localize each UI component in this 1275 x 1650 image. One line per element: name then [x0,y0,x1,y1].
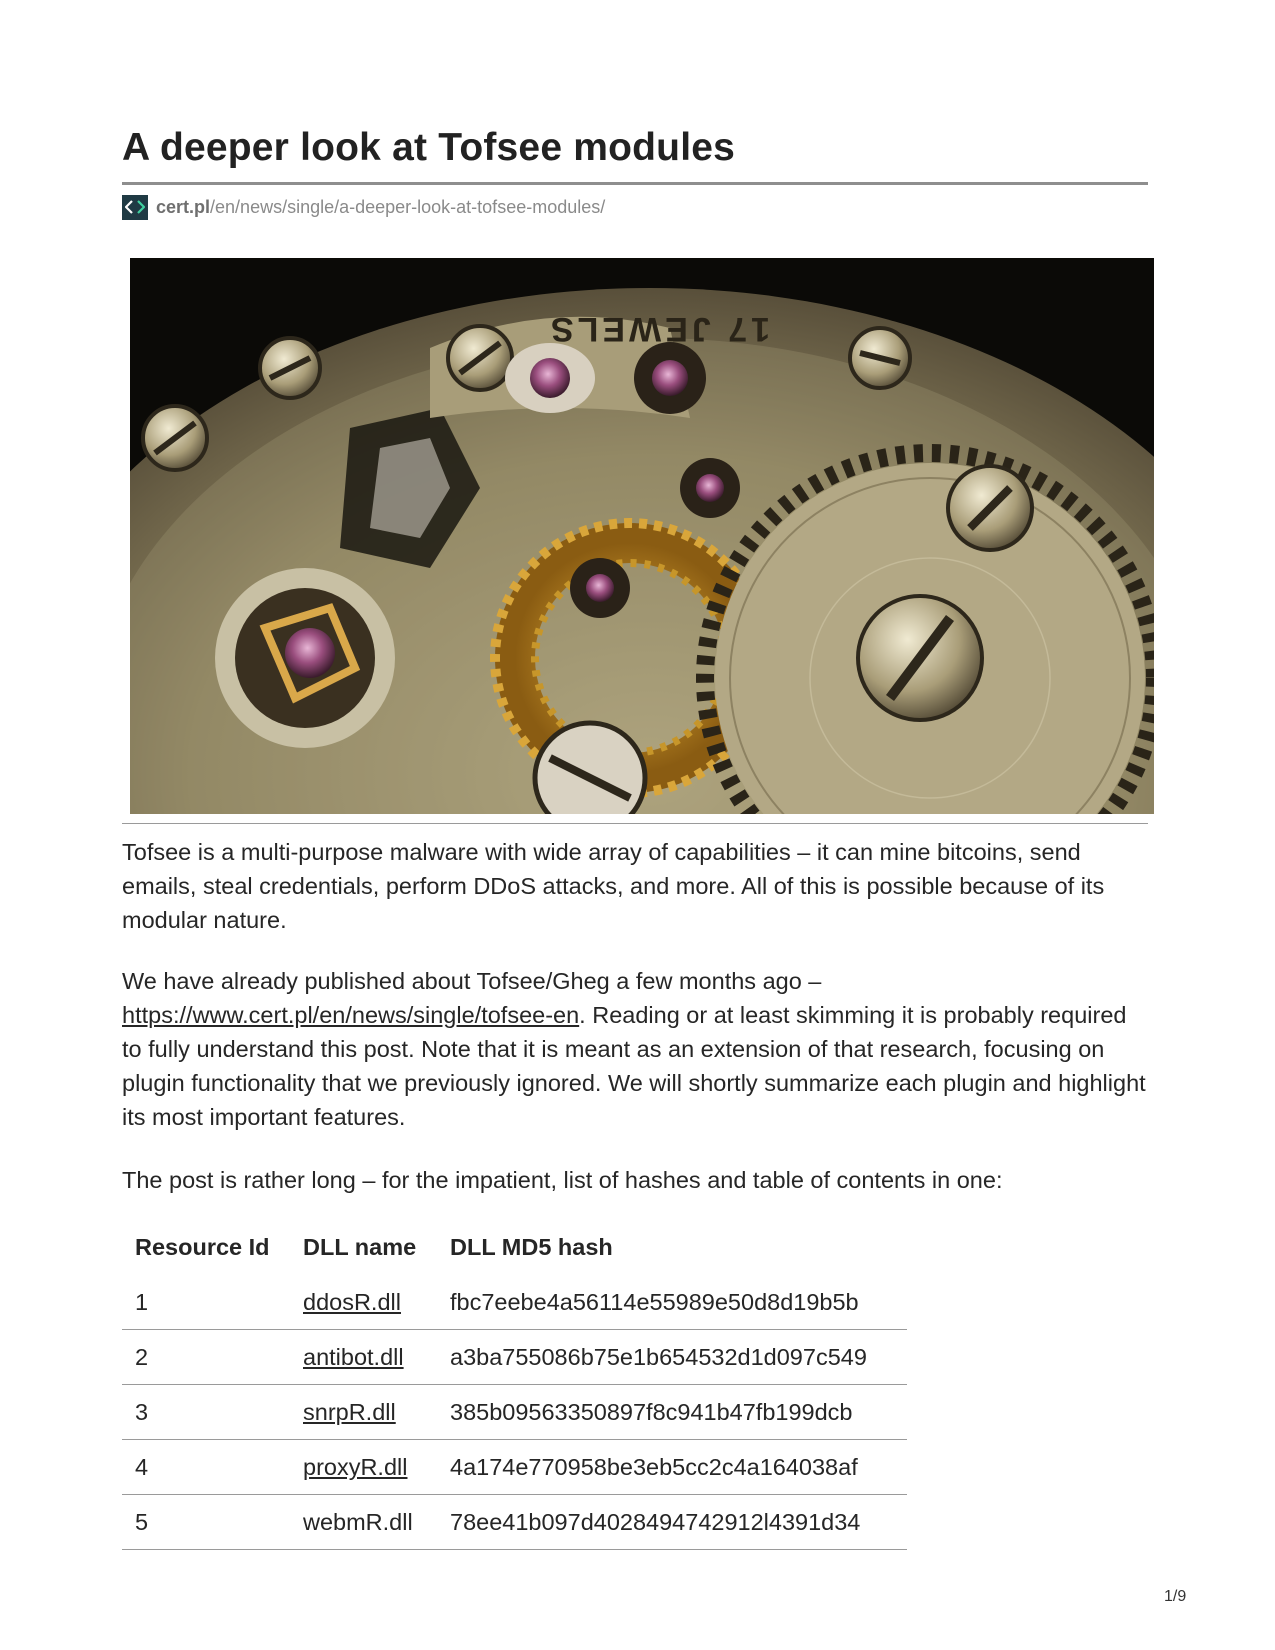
resource-id: 4 [122,1440,290,1495]
dll-link[interactable]: snrpR.dll [303,1398,396,1425]
md5-hash: fbc7eebe4a56114e55989e50d8d19b5b [437,1275,907,1330]
dll-name-cell [290,1440,437,1495]
table-row [122,1275,907,1330]
source-domain: cert.pl [156,196,211,217]
column-header: Resource Id [135,1233,270,1260]
column-header: DLL name [303,1233,417,1260]
dll-link[interactable]: ddosR.dll [303,1288,401,1315]
title-divider [122,182,1148,185]
paragraph-intro: Tofsee is a multi-purpose malware with wide array of capabilities – it can mine bitcoins, send emails, steal credentials, perform DDoS attacks, and more. All of this is possible because of its modular nature. [122,839,1105,933]
source-url[interactable] [122,194,605,220]
dll-link[interactable]: proxyR.dll [303,1453,408,1480]
md5-hash: 385b09563350897f8c941b47fb199dcb [437,1385,907,1440]
tofsee-article-link[interactable]: https://www.cert.pl/en/news/single/tofsee-en [122,1002,580,1028]
hero-engraving: 17 JEWELS [546,310,770,348]
dll-link[interactable]: antibot.dll [303,1343,404,1370]
paragraph-text: We have already published about Tofsee/Gheg a few months ago – [122,968,822,994]
hero-image [130,258,1154,814]
column-header: DLL MD5 hash [450,1233,613,1260]
table-row [122,1385,907,1440]
md5-hash: 4a174e770958be3eb5cc2c4a164038af [437,1440,907,1495]
resource-id: 5 [122,1495,290,1550]
page-number: 1/9 [1164,1588,1187,1605]
resource-id: 1 [122,1275,290,1330]
dll-name-cell [290,1330,437,1385]
image-divider [122,823,1148,824]
dll-name-cell: webmR.dll [290,1495,437,1550]
paragraph-toc-intro: The post is rather long – for the impatient, list of hashes and table of contents in one: [122,1167,1003,1193]
dll-name-cell [290,1385,437,1440]
paragraph-text: . Reading or at least skimming it is probably required to fully understand this post. Note that it is meant as an extension of that research, focusing on plugin functionality that we previously ignored. We will shortly summarize each plugin and highlight its most important features. [122,1002,1146,1130]
table-row [122,1330,907,1385]
paragraph-previous-research [122,964,1152,1134]
table-header-row [122,1219,907,1275]
md5-hash: a3ba755086b75e1b654532d1d097c549 [437,1330,907,1385]
table-row [122,1440,907,1495]
code-brackets-icon [122,195,148,220]
table-row [122,1495,907,1550]
resource-id: 2 [122,1330,290,1385]
watch-movement-photo [130,258,1154,814]
dll-name-cell [290,1275,437,1330]
page-title: A deeper look at Tofsee modules [122,126,736,169]
source-path: /en/news/single/a-deeper-look-at-tofsee-modules/ [210,196,606,217]
md5-hash: 78ee41b097d4028494742912l4391d34 [437,1495,907,1550]
hash-table [122,1219,907,1550]
resource-id: 3 [122,1385,290,1440]
